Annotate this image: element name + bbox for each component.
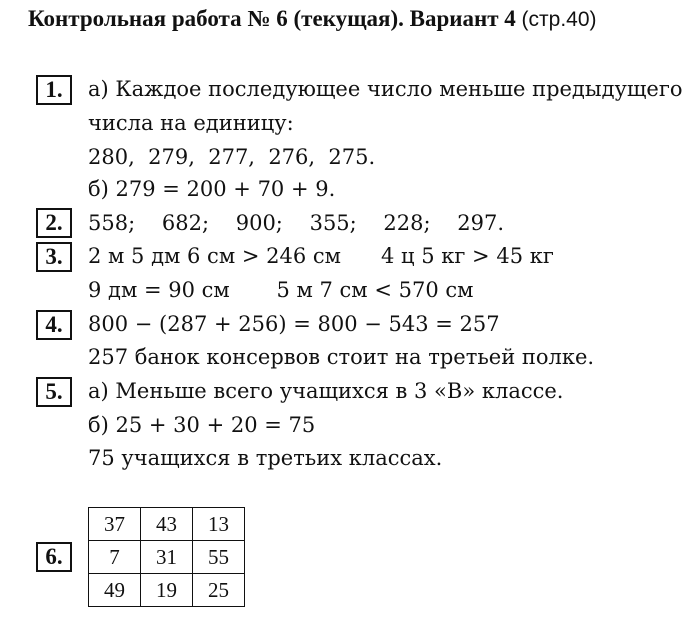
task-5-line-1: а) Меньше всего учащихся в 3 «В» классе. xyxy=(88,379,564,403)
task-5-line-2: б) 25 + 30 + 20 = 75 xyxy=(88,413,316,437)
task-number-1: 1. xyxy=(36,75,72,105)
task-4-line-1: 800 − (287 + 256) = 800 − 543 = 257 xyxy=(88,312,500,336)
table-cell: 55 xyxy=(193,541,245,574)
task-1-line-3: 280, 279, 277, 276, 275. xyxy=(88,145,376,169)
table-cell: 25 xyxy=(193,574,245,607)
page-reference: (стр.40) xyxy=(521,8,597,31)
table-cell: 37 xyxy=(89,508,141,541)
table-cell: 19 xyxy=(141,574,193,607)
task-number-5: 5. xyxy=(36,377,72,407)
task-number-4: 4. xyxy=(36,310,72,340)
table-row xyxy=(89,508,245,541)
table-cell: 49 xyxy=(89,574,141,607)
task-number-6: 6. xyxy=(36,542,72,572)
task-4-line-2: 257 банок консервов стоит на третьей полке. xyxy=(88,345,595,369)
page-title: Контрольная работа № 6 (текущая). Вариант 4 (стр.40) xyxy=(28,6,597,31)
task-1-line-1: а) Каждое последующее число меньше предыдущего xyxy=(88,77,683,101)
task-2-line-1: 558; 682; 900; 355; 228; 297. xyxy=(88,211,505,235)
table-row xyxy=(89,574,245,607)
magic-square-table xyxy=(88,507,245,607)
table-cell: 31 xyxy=(141,541,193,574)
table-row xyxy=(89,541,245,574)
task-5-line-3: 75 учащихся в третьих классах. xyxy=(88,446,443,470)
task-3-line-1: 2 м 5 дм 6 см > 246 см 4 ц 5 кг > 45 кг xyxy=(88,244,554,268)
table-cell: 7 xyxy=(89,541,141,574)
table-cell: 13 xyxy=(193,508,245,541)
task-number-3: 3. xyxy=(36,242,72,272)
task-1-line-2: числа на единицу: xyxy=(88,111,294,135)
task-number-2: 2. xyxy=(36,208,72,238)
table-cell: 43 xyxy=(141,508,193,541)
task-1-line-4: б) 279 = 200 + 70 + 9. xyxy=(88,177,336,201)
task-3-line-2: 9 дм = 90 см 5 м 7 см < 570 см xyxy=(88,278,474,302)
